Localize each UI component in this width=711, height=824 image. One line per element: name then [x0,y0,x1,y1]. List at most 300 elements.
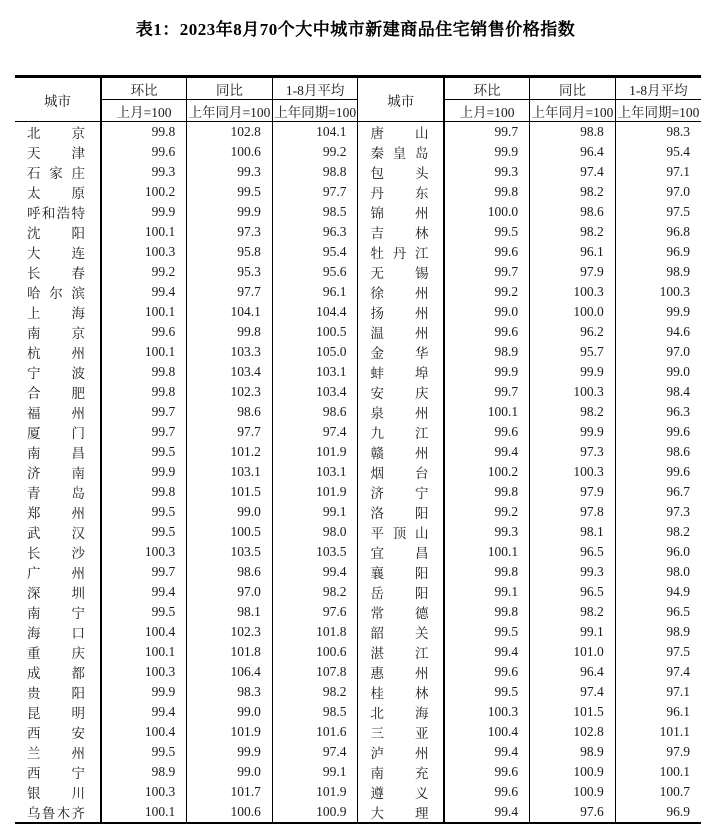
avg-value-right: 94.9 [666,584,690,599]
avg-value-left: 104.1 [272,122,358,143]
avg-value-left: 103.1 [272,462,358,482]
yoy-value-left: 97.0 [187,582,273,602]
city-cell-right [358,182,444,202]
avg-value-right: 98.0 [666,564,690,579]
city-cell-left [15,162,101,182]
city-name: 唐山 [370,126,429,141]
city-name: 太原 [27,186,85,201]
table-row [15,762,701,782]
yoy-value-left: 98.1 [187,602,273,622]
mom-value-right: 99.8 [444,562,530,582]
mom-value-left: 100.4 [101,622,187,642]
mom-value-right: 99.7 [444,122,530,143]
city-name: 九江 [370,426,429,441]
avg-value-right: 97.0 [666,344,690,359]
city-name: 徐州 [370,286,429,301]
avg-value-right: 99.0 [666,364,690,379]
city-cell-right [358,362,444,382]
mom-value-right: 100.0 [444,202,530,222]
mom-value-right: 99.6 [444,762,530,782]
city-cell-right [358,802,444,823]
city-cell-left [15,422,101,442]
city-name: 岳阳 [370,586,429,601]
avg-value-right: 98.4 [666,384,690,399]
mom-value-right: 99.5 [444,622,530,642]
city-cell-left [15,242,101,262]
yoy-value-right: 96.2 [530,322,616,342]
city-name: 成都 [27,666,85,681]
mom-value-right: 99.6 [444,662,530,682]
city-name: 南充 [370,766,429,781]
table-header [15,77,701,122]
avg-value-left: 101.9 [272,482,358,502]
yoy-value-right: 97.4 [530,162,616,182]
avg-value-left: 98.5 [272,202,358,222]
table-row [15,382,701,402]
header-mom-label-right: 环比 [444,77,530,100]
mom-value-right: 100.3 [444,702,530,722]
avg-value-left: 103.1 [272,362,358,382]
city-cell-right [358,502,444,522]
city-cell-left [15,542,101,562]
yoy-value-right: 97.3 [530,442,616,462]
yoy-value-right: 96.5 [530,542,616,562]
mom-value-left: 99.9 [101,682,187,702]
city-cell-right [358,782,444,802]
mom-value-right: 99.2 [444,502,530,522]
yoy-value-right: 97.6 [530,802,616,823]
avg-value-left: 101.8 [272,622,358,642]
avg-value-left: 99.1 [272,502,358,522]
mom-value-right: 100.1 [444,402,530,422]
yoy-value-right: 98.2 [530,602,616,622]
yoy-value-right: 101.0 [530,642,616,662]
table-row [15,602,701,622]
mom-value-left: 99.7 [101,562,187,582]
yoy-value-right: 98.9 [530,742,616,762]
city-cell-left [15,802,101,823]
city-cell-right [358,302,444,322]
avg-value-left: 101.9 [272,782,358,802]
table-row [15,342,701,362]
city-cell-left [15,362,101,382]
header-avg-base-left: 上年同期=100 [272,100,358,122]
city-cell-left [15,502,101,522]
city-cell-left [15,522,101,542]
yoy-value-left: 101.7 [187,782,273,802]
city-name: 呼和浩特 [27,206,85,221]
mom-value-right: 99.4 [444,802,530,823]
table-row [15,702,701,722]
header-mom-base-right: 上月=100 [444,100,530,122]
yoy-value-right: 99.1 [530,622,616,642]
table-row [15,782,701,802]
table-row [15,442,701,462]
avg-value-right: 97.4 [666,664,690,679]
mom-value-left: 99.8 [101,122,187,143]
avg-value-right: 98.9 [666,264,690,279]
table-row [15,662,701,682]
city-cell-right [358,442,444,462]
mom-value-left: 99.9 [101,462,187,482]
yoy-value-left: 102.8 [187,122,273,143]
header-yoy-base-left: 上年同月=100 [187,100,273,122]
yoy-value-left: 99.5 [187,182,273,202]
city-cell-right [358,622,444,642]
city-name: 丹东 [370,186,429,201]
avg-value-left: 107.8 [272,662,358,682]
city-name: 平顶山 [370,526,429,541]
city-cell-left [15,322,101,342]
yoy-value-right: 98.1 [530,522,616,542]
table-row [15,482,701,502]
mom-value-left: 99.9 [101,202,187,222]
yoy-value-left: 99.0 [187,702,273,722]
mom-value-right: 99.8 [444,182,530,202]
header-mom-base-left: 上月=100 [101,100,187,122]
mom-value-right: 99.9 [444,362,530,382]
city-cell-right [358,222,444,242]
yoy-value-right: 97.9 [530,262,616,282]
mom-value-right: 99.2 [444,282,530,302]
mom-value-right: 99.6 [444,322,530,342]
city-name: 贵阳 [27,686,85,701]
avg-value-left: 100.6 [272,642,358,662]
yoy-value-right: 98.2 [530,222,616,242]
yoy-value-right: 96.1 [530,242,616,262]
yoy-value-right: 100.3 [530,462,616,482]
mom-value-right: 99.1 [444,582,530,602]
city-cell-right [358,722,444,742]
city-name: 惠州 [370,666,429,681]
mom-value-right: 99.3 [444,162,530,182]
city-name: 北海 [370,706,429,721]
city-name: 宜昌 [370,546,429,561]
yoy-value-left: 101.2 [187,442,273,462]
table-row [15,182,701,202]
city-name: 上海 [27,306,85,321]
table-row [15,282,701,302]
city-name: 锦州 [370,206,429,221]
city-name: 哈尔滨 [27,286,85,301]
mom-value-right: 99.4 [444,642,530,662]
page-title: 表1：2023年8月70个大中城市新建商品住宅销售价格指数 [135,20,576,39]
mom-value-left: 99.5 [101,442,187,462]
table-row [15,682,701,702]
city-name: 南宁 [27,606,85,621]
city-name: 石家庄 [27,166,85,181]
avg-value-left: 103.5 [272,542,358,562]
city-cell-right [358,482,444,502]
avg-value-right: 99.6 [666,464,690,479]
yoy-value-right: 96.4 [530,662,616,682]
mom-value-left: 99.8 [101,482,187,502]
city-cell-right [358,402,444,422]
city-name: 扬州 [370,306,429,321]
avg-value-left: 98.6 [272,402,358,422]
avg-value-right: 96.7 [666,484,690,499]
city-name: 沈阳 [27,226,85,241]
city-cell-left [15,182,101,202]
mom-value-left: 99.6 [101,142,187,162]
city-name: 桂林 [370,686,429,701]
mom-value-right: 99.6 [444,782,530,802]
city-cell-left [15,202,101,222]
table-row [15,402,701,422]
city-name: 大理 [370,806,429,821]
avg-value-left: 98.8 [272,162,358,182]
city-cell-left [15,142,101,162]
city-cell-right [358,462,444,482]
city-name: 蚌埠 [370,366,429,381]
avg-value-left: 98.5 [272,702,358,722]
avg-value-right: 98.2 [666,524,690,539]
mom-value-left: 100.2 [101,182,187,202]
city-name: 常德 [370,606,429,621]
avg-value-right: 96.1 [666,704,690,719]
city-name: 郑州 [27,506,85,521]
avg-value-right: 94.6 [666,324,690,339]
city-cell-right [358,742,444,762]
city-cell-left [15,622,101,642]
mom-value-left: 99.6 [101,322,187,342]
city-cell-left [15,762,101,782]
mom-value-left: 99.5 [101,522,187,542]
mom-value-left: 99.4 [101,702,187,722]
city-cell-right [358,342,444,362]
city-name: 泉州 [370,406,429,421]
yoy-value-right: 100.9 [530,762,616,782]
city-cell-left [15,282,101,302]
mom-value-right: 100.2 [444,462,530,482]
yoy-value-left: 97.7 [187,422,273,442]
header-yoy-label-right: 同比 [530,77,616,100]
avg-value-left: 96.1 [272,282,358,302]
header-yoy-label-left: 同比 [187,77,273,100]
table-row [15,542,701,562]
city-name: 天津 [27,146,85,161]
avg-value-right: 96.5 [666,604,690,619]
avg-value-right: 95.4 [666,144,690,159]
city-cell-left [15,482,101,502]
city-cell-right [358,582,444,602]
table-row [15,322,701,342]
yoy-value-right: 100.0 [530,302,616,322]
city-name: 西宁 [27,766,85,781]
avg-value-left: 95.6 [272,262,358,282]
price-index-table [15,75,701,824]
mom-value-right: 99.4 [444,442,530,462]
table-row [15,802,701,823]
city-name: 温州 [370,326,429,341]
avg-value-left: 98.2 [272,582,358,602]
avg-value-left: 100.5 [272,322,358,342]
table-row [15,202,701,222]
city-name: 洛阳 [370,506,429,521]
header-mom-label-left: 环比 [101,77,187,100]
yoy-value-left: 98.3 [187,682,273,702]
city-name: 合肥 [27,386,85,401]
table-row [15,562,701,582]
city-name: 济宁 [370,486,429,501]
city-name: 乌鲁木齐 [27,806,85,821]
table-row [15,522,701,542]
avg-value-left: 99.1 [272,762,358,782]
mom-value-left: 100.3 [101,542,187,562]
yoy-value-right: 97.9 [530,482,616,502]
mom-value-left: 99.3 [101,162,187,182]
avg-value-right: 97.0 [666,184,690,199]
table-row [15,242,701,262]
yoy-value-left: 98.6 [187,402,273,422]
city-name: 南京 [27,326,85,341]
city-cell-left [15,702,101,722]
city-name: 重庆 [27,646,85,661]
yoy-value-left: 95.8 [187,242,273,262]
table-row [15,622,701,642]
yoy-value-right: 98.8 [530,122,616,143]
yoy-value-right: 101.5 [530,702,616,722]
city-cell-left [15,642,101,662]
city-cell-right [358,602,444,622]
city-cell-right [358,542,444,562]
yoy-value-left: 99.9 [187,202,273,222]
city-cell-right [358,322,444,342]
city-cell-right [358,522,444,542]
city-name: 安庆 [370,386,429,401]
city-cell-left [15,742,101,762]
yoy-value-left: 101.8 [187,642,273,662]
city-name: 无锡 [370,266,429,281]
avg-value-left: 99.4 [272,562,358,582]
city-cell-right [358,142,444,162]
city-cell-right [358,642,444,662]
mom-value-right: 99.6 [444,242,530,262]
city-cell-left [15,582,101,602]
avg-value-right: 97.1 [666,684,690,699]
avg-value-left: 104.4 [272,302,358,322]
city-name: 福州 [27,406,85,421]
mom-value-left: 99.5 [101,502,187,522]
yoy-value-right: 99.9 [530,422,616,442]
city-name: 广州 [27,566,85,581]
avg-value-left: 95.4 [272,242,358,262]
city-cell-right [358,262,444,282]
city-name: 武汉 [27,526,85,541]
table-row [15,122,701,143]
yoy-value-left: 103.5 [187,542,273,562]
table-row [15,642,701,662]
mom-value-left: 100.1 [101,802,187,823]
city-cell-right [358,202,444,222]
avg-value-left: 97.4 [272,422,358,442]
table-row [15,222,701,242]
avg-value-left: 98.2 [272,682,358,702]
city-cell-left [15,262,101,282]
city-cell-left [15,442,101,462]
city-cell-left [15,782,101,802]
avg-value-right: 96.9 [666,804,690,819]
mom-value-left: 100.1 [101,642,187,662]
yoy-value-left: 103.3 [187,342,273,362]
mom-value-right: 100.4 [444,722,530,742]
mom-value-left: 100.1 [101,222,187,242]
city-cell-left [15,382,101,402]
mom-value-right: 99.4 [444,742,530,762]
city-name: 金华 [370,346,429,361]
city-cell-left [15,462,101,482]
city-name: 济南 [27,466,85,481]
yoy-value-right: 96.5 [530,582,616,602]
city-cell-left [15,402,101,422]
city-cell-right [358,282,444,302]
yoy-value-left: 101.5 [187,482,273,502]
mom-value-right: 99.7 [444,262,530,282]
mom-value-left: 98.9 [101,762,187,782]
city-name: 吉林 [370,226,429,241]
city-cell-right [358,382,444,402]
yoy-value-left: 103.1 [187,462,273,482]
city-name: 银川 [27,786,85,801]
yoy-value-right: 97.4 [530,682,616,702]
city-cell-left [15,222,101,242]
yoy-value-left: 104.1 [187,302,273,322]
city-cell-left [15,662,101,682]
yoy-value-left: 99.9 [187,742,273,762]
table-row [15,582,701,602]
yoy-value-right: 98.6 [530,202,616,222]
table-row [15,422,701,442]
mom-value-right: 99.9 [444,142,530,162]
city-name: 杭州 [27,346,85,361]
city-cell-left [15,682,101,702]
mom-value-left: 100.4 [101,722,187,742]
mom-value-right: 99.5 [444,222,530,242]
avg-value-right: 97.9 [666,744,690,759]
avg-value-right: 96.0 [666,544,690,559]
mom-value-right: 99.5 [444,682,530,702]
header-yoy-base-right: 上年同月=100 [530,100,616,122]
yoy-value-right: 97.8 [530,502,616,522]
yoy-value-left: 100.5 [187,522,273,542]
avg-value-left: 103.4 [272,382,358,402]
city-name: 长春 [27,266,85,281]
mom-value-right: 99.8 [444,602,530,622]
avg-value-right: 98.6 [666,444,690,459]
avg-value-left: 98.0 [272,522,358,542]
yoy-value-right: 98.2 [530,402,616,422]
yoy-value-left: 106.4 [187,662,273,682]
city-cell-right [358,682,444,702]
avg-value-left: 100.9 [272,802,358,823]
yoy-value-right: 99.3 [530,562,616,582]
mom-value-left: 100.3 [101,242,187,262]
city-name: 韶关 [370,626,429,641]
avg-value-left: 101.9 [272,442,358,462]
mom-value-right: 100.1 [444,542,530,562]
header-row-groups [15,77,701,100]
city-name: 青岛 [27,486,85,501]
mom-value-right: 99.8 [444,482,530,502]
yoy-value-right: 95.7 [530,342,616,362]
table-row [15,742,701,762]
header-avg-base-right: 上年同期=100 [615,100,701,122]
mom-value-left: 99.8 [101,382,187,402]
avg-value-left: 97.6 [272,602,358,622]
yoy-value-left: 102.3 [187,622,273,642]
avg-value-right: 99.9 [666,304,690,319]
city-cell-left [15,302,101,322]
